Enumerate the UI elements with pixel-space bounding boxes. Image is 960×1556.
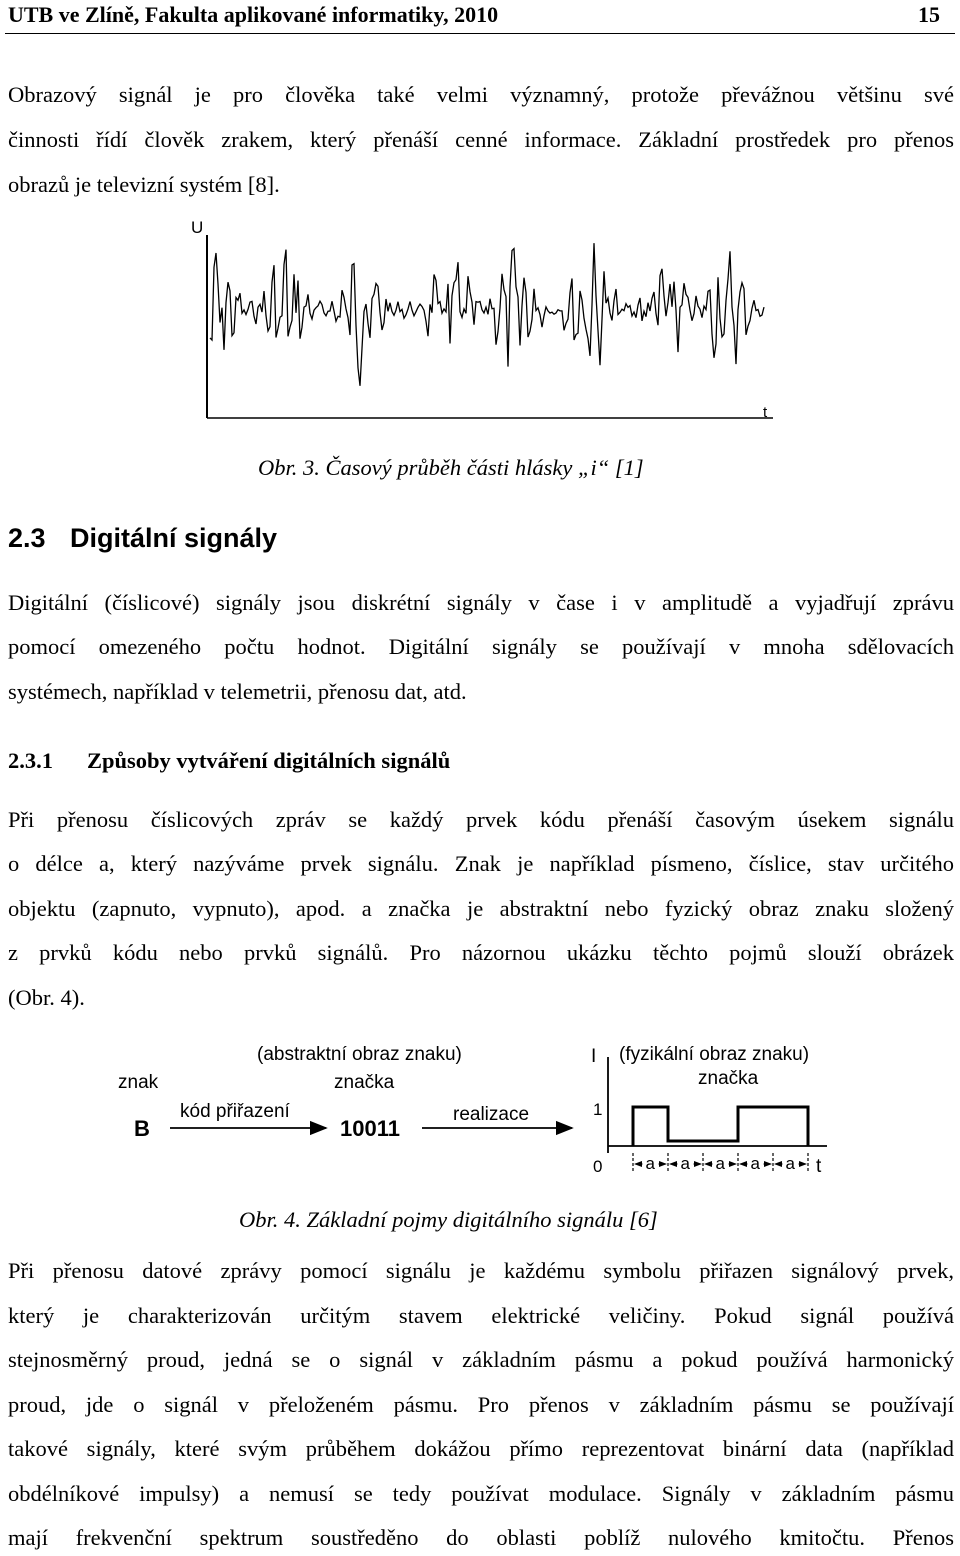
level-one-tick: 1 xyxy=(593,1100,603,1119)
section-title: Digitální signály xyxy=(70,523,278,553)
paragraph-1-line: Obrazový signál je pro člověka také velmi významný, protože převážnou většinu své xyxy=(8,82,954,107)
subsection-heading xyxy=(8,748,450,774)
x-axis-label: t xyxy=(763,404,768,421)
code-value: 10011 xyxy=(340,1116,400,1141)
paragraph-2-line: Digitální (číslicové) signály jsou diskrétní signály v čase i v amplitudě a vyjadřují zprávu xyxy=(8,590,954,615)
paragraph-4-line: stejnosměrný proud, jedná se o signál v základním pásmu a pokud používá harmonický xyxy=(8,1347,954,1372)
paragraph-3-line: Při přenosu číslicových zpráv se každý prvek kódu přenáší časovým úsekem signálu xyxy=(8,807,954,832)
abstract-image-label: (abstraktní obraz znaku) xyxy=(257,1044,462,1065)
subsection-title: Způsoby vytváření digitálních signálů xyxy=(87,748,451,773)
segment-label: a xyxy=(645,1154,655,1173)
paragraph-3-line: o délce a, který nazýváme prvek signálu. Znak je například písmeno, číslice, stav určitého xyxy=(8,851,954,876)
realization-label: realizace xyxy=(453,1104,530,1125)
page-number: 15 xyxy=(918,2,940,27)
symbol-label: značka xyxy=(334,1072,395,1093)
code-assignment-label: kód přiřazení xyxy=(180,1101,290,1122)
paragraph-1-line: obrazů je televizní systém [8]. xyxy=(8,172,280,197)
section-heading xyxy=(8,523,277,554)
paragraph-2-line: systémech, například v telemetrii, přenosu dat, atd. xyxy=(8,679,467,704)
paragraph-2-line: pomocí omezeného počtu hodnot. Digitální signály se používají v mnoha sdělovacích xyxy=(8,634,954,659)
paragraph-4-line: takové signály, které svým průběhem dokážou přímo reprezentovat binární data (například xyxy=(8,1436,954,1461)
segment-label: a xyxy=(680,1154,690,1173)
segment-label: a xyxy=(750,1154,760,1173)
time-axis-label: t xyxy=(816,1156,822,1177)
character-value: B xyxy=(134,1116,150,1141)
waveform-trace xyxy=(210,243,764,386)
section-number: 2.3 xyxy=(8,523,46,553)
character-label: znak xyxy=(118,1072,159,1093)
header-divider xyxy=(5,33,955,34)
level-zero-tick: 0 xyxy=(593,1157,603,1176)
y-axis-label: U xyxy=(191,218,204,237)
speech-waveform-figure xyxy=(185,215,785,430)
running-header: UTB ve Zlíně, Fakulta aplikované informatiky, 2010 xyxy=(8,2,499,27)
paragraph-1-line: činnosti řídí člověk zrakem, který přenáší cenné informace. Základní prostředek pro přenos xyxy=(8,127,954,152)
figure-4-caption: Obr. 4. Základní pojmy digitálního signálu [6] xyxy=(239,1207,658,1232)
segment-label: a xyxy=(785,1154,795,1173)
segment-label: a xyxy=(715,1154,725,1173)
figure-3-caption: Obr. 3. Časový průběh části hlásky „i“ [1] xyxy=(258,455,644,480)
paragraph-3-line: (Obr. 4). xyxy=(8,985,85,1010)
digital-signal-diagram xyxy=(100,1035,860,1185)
paragraph-3-line: objektu (zapnuto, vypnuto), apod. a značka je abstraktní nebo fyzický obraz znaku složený xyxy=(8,896,954,921)
physical-image-label: (fyzikální obraz znaku) xyxy=(619,1044,810,1065)
paragraph-4-line: který je charakterizován určitým stavem elektrické veličiny. Pokud signál používá xyxy=(8,1303,954,1328)
segment-markers xyxy=(633,1153,808,1173)
paragraph-4-line: Při přenosu datové zprávy pomocí signálu je každému symbolu přiřazen signálový prvek, xyxy=(8,1258,954,1283)
symbol-label-right: značka xyxy=(698,1068,759,1089)
paragraph-4-line: mají frekvenční spektrum soustředěno do oblasti poblíž nulového kmitočtu. Přenos xyxy=(8,1525,954,1550)
current-axis-label: I xyxy=(591,1046,597,1067)
paragraph-3-line: z prvků kódu nebo prvků signálů. Pro názornou ukázku těchto pojmů slouží obrázek xyxy=(8,940,954,965)
pulse-signal xyxy=(633,1107,808,1146)
paragraph-4-line: proud, jde o signál v přeloženém pásmu. Pro přenos v základním pásmu se používají xyxy=(8,1392,954,1417)
paragraph-4-line: obdélníkové impulsy) a nemusí se tedy používat modulace. Signály v základním pásmu xyxy=(8,1481,954,1506)
subsection-number: 2.3.1 xyxy=(8,748,53,773)
